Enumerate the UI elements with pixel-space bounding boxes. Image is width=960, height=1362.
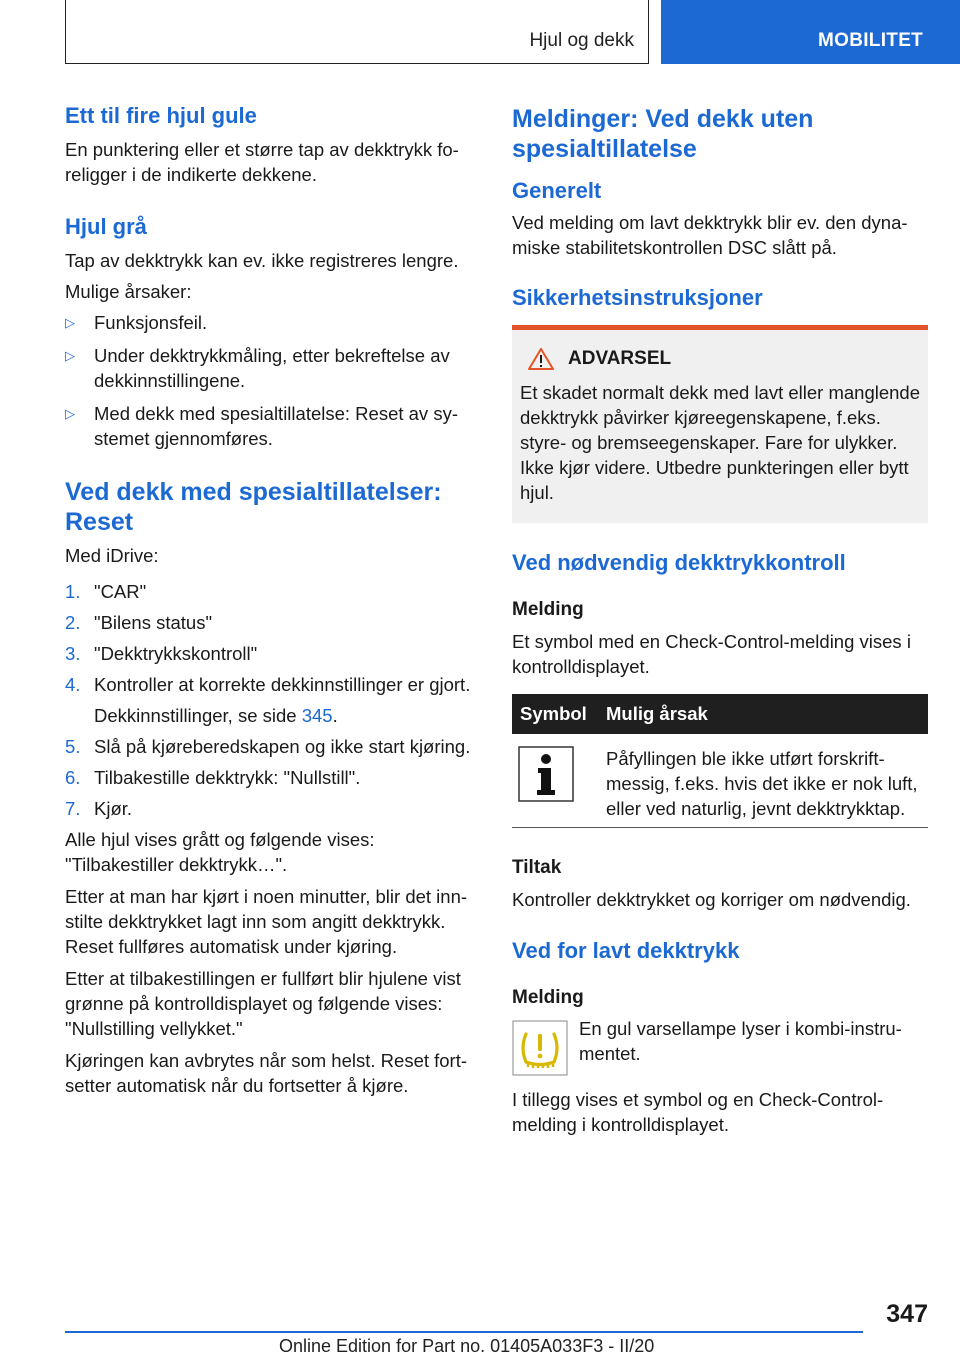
heading-messages: Meldinger: Ved dekk uten spesialtillatelse [512,105,814,163]
paragraph-after-driving: Etter at man har kjørt i noen minutter, blir det innstilte dekktrykket lagt inn som angitt dekktrykk. Reset fullføres automatisk under kjøring. [65,886,468,957]
paragraph-message: Et symbol med en Check-Control-melding vises i kontrolldisplayet. [512,631,911,677]
list-item: ▷ Funksjonsfeil. [65,312,208,333]
triangle-bullet-icon: ▷ [65,315,75,330]
warning-header [528,348,920,370]
list-item: 6. Tilbakestille dekktrykk: "Nullstill". [65,767,361,788]
warning-box [512,325,928,523]
heading-general: Generelt [512,178,602,203]
section-title: Hjul og dekk [529,30,634,51]
page-link[interactable]: 345 [301,705,333,726]
table-row [512,734,928,828]
message-label-2: Melding [512,987,584,1008]
warning-label: ADVARSEL [568,348,672,369]
column-header-cause: Mulig årsak [598,694,928,734]
heading-low-pressure: Ved for lavt dekktrykk [512,938,740,963]
warning-triangle-icon [528,348,554,370]
chapter-tab [661,0,960,64]
footer-edition: Online Edition for Part no. 01405A033F3 - II/20 [279,1336,655,1356]
list-item: 5. Slå på kjøreberedskapen og ikke start kjøring. [65,736,471,757]
paragraph-action: Kontroller dekktrykket og korriger om nødvendig. [512,889,911,910]
paragraph-wheels-grey: Tap av dekktrykk kan ev. ikke registreres lengre. [65,250,459,271]
warning-lamp-row [512,1016,932,1076]
paragraph-general: Ved melding om lavt dekktrykk blir ev. den dynamiske stabilitetskontrollen DSC slått på. [512,212,908,258]
paragraph-additional: I tillegg vises et symbol og en Check-Control-melding i kontrolldisplayet. [512,1089,884,1135]
triangle-bullet-icon: ▷ [65,406,75,421]
paragraph-grey-display: Alle hjul vises grått og følgende vises: "Tilbakestiller dekktrykk…". [65,829,375,875]
warning-text: Et skadet normalt dekk med lavt eller manglende dekktrykk påvirker kjøreegenskapene, f.eks. styre- og bremseegenskaper. Fare for ulykker. Ikke kjør videre. Utbedre punkteringen eller bytt hjul. [520,382,921,503]
reset-steps [65,579,480,821]
list-item: 1. "CAR" [65,581,147,602]
left-column [65,100,480,1098]
header-box [65,0,649,64]
page-number: 347 [886,1300,928,1328]
list-item: 7. Kjør. [65,798,133,819]
list-item: ▷ Under dekktrykkmåling, etter bekreftelse av dekkinnstillingene. [65,345,450,391]
cross-reference: Dekkinnstillinger, se side 345. [94,705,338,726]
message-label: Melding [512,599,584,620]
heading-reset: Ved dekk med spesialtillatelser: Reset [65,478,442,536]
paragraph-reset-complete: Etter at tilbakestillingen er fullført blir hjulene vist grønne på kontrolldisplayet og følgende vises: "Nullstilling vellykket." [65,968,461,1039]
list-item: 4. Kontroller at korrekte dekkinnstillinger er gjort. Dekkinnstillinger, se side 345. [65,672,480,728]
heading-safety: Sikkerhetsinstruksjoner [512,285,763,310]
causes-list [65,310,480,451]
right-column [512,100,932,1137]
tire-pressure-warning-icon [512,1020,568,1076]
list-item: 2. "Bilens status" [65,612,213,633]
paragraph-four-wheels-yellow: En punktering eller et større tap av dekktrykk foreligger i de indikerte dekkene. [65,139,459,185]
heading-pressure-check-needed: Ved nødvendig dekktrykkontroll [512,550,846,575]
causes-label: Mulige årsaker: [65,281,192,302]
symbol-cell [512,734,598,828]
action-label: Tiltak [512,857,562,878]
idrive-intro: Med iDrive: [65,545,159,566]
paragraph-reset-interrupt: Kjøringen kan avbrytes når som helst. Reset fortsetter automatisk når du fortsetter å kjøre. [65,1050,468,1096]
symbol-table [512,694,928,828]
column-header-symbol: Symbol [512,694,598,734]
footer-divider [65,1331,863,1333]
heading-wheels-grey: Hjul grå [65,214,147,239]
paragraph-warning-lamp: En gul varsellampe lyser i kombi-instrumentet. [579,1018,902,1064]
cause-cell: Påfyllingen ble ikke utført forskriftmessig, f.eks. hvis det ikke er nok luft, eller ved naturlig, jevnt dekktrykktap. [598,734,928,828]
info-symbol-icon [518,746,574,802]
heading-four-wheels-yellow: Ett til fire hjul gule [65,103,257,128]
triangle-bullet-icon: ▷ [65,348,75,363]
list-item: 3. "Dekktrykkskontroll" [65,643,258,664]
list-item: ▷ Med dekk med spesialtillatelse: Reset av systemet gjennomføres. [65,403,458,449]
chapter-tab-label: MOBILITET [818,30,924,51]
